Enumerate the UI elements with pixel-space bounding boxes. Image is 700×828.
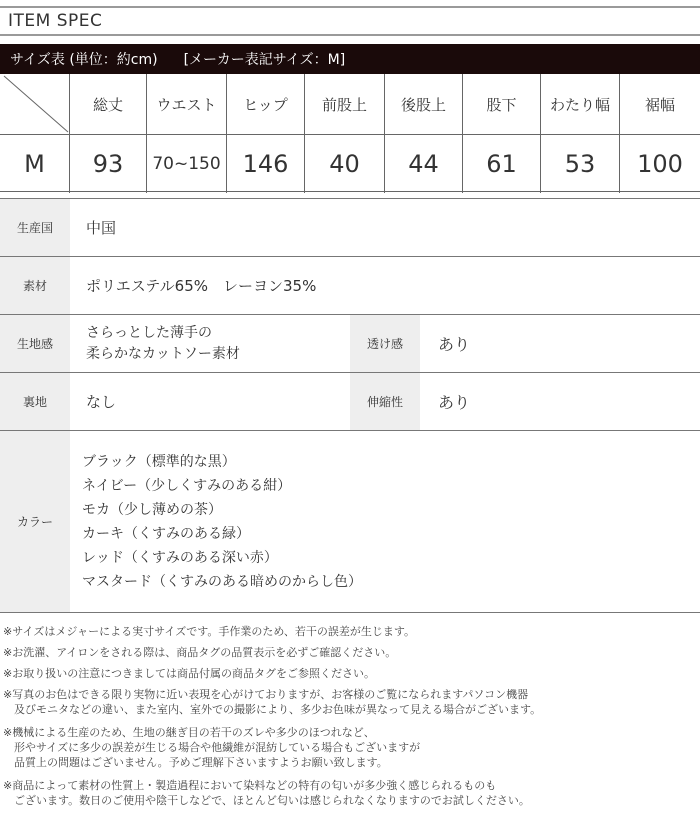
col-header-thigh-width: わたり幅: [541, 74, 620, 134]
note-machine-line-3: 品質上の問題はございません。予めご理解下さいますようお願い致します。: [3, 756, 388, 769]
color-item-navy: ネイビー（少しくすみのある紺）: [82, 477, 292, 494]
corner-cell: [0, 74, 70, 134]
spec-row-lining: [0, 373, 700, 431]
value-total-length: 93: [70, 135, 147, 193]
material-value: ポリエステル65% レーヨン35%: [86, 277, 317, 295]
size-label: M: [0, 135, 70, 193]
notes-section: [3, 624, 698, 814]
value-hem-width: 100: [637, 150, 683, 178]
stretch-value: あり: [438, 393, 471, 412]
col-header-inseam: 股下: [463, 74, 541, 134]
color-item-red: レッド（くすみのある深い赤）: [82, 549, 278, 566]
size-table-header: [0, 44, 700, 74]
note-odor: [3, 778, 698, 808]
spec-table: [0, 198, 700, 613]
spec-row-origin: [0, 199, 700, 257]
value-thigh-width: 53: [541, 135, 620, 193]
sheer-value: あり: [438, 335, 471, 354]
sheer-label: 透け感: [350, 315, 420, 372]
size-table-caption: サイズ表 (単位：約cm): [10, 52, 158, 68]
col-header-back-rise: 後股上: [385, 74, 463, 134]
note-handling: ※お取り扱いの注意につきましては商品付属の商品タグをご参照ください。: [3, 667, 375, 680]
note-photo-color: [3, 687, 698, 717]
note-odor-line-2: ございます。数日のご使用や陰干しなどで、ほとんど匂いは感じられなくなりますのでお試しください。: [3, 794, 530, 807]
value-front-rise: 40: [305, 135, 385, 193]
size-values-row: [0, 134, 700, 193]
note-photo-color-line-2: 及びモニタなどの違い、また室内、室外での撮影により、多少お色味が異なって見える場合がございます。: [3, 703, 542, 716]
origin-label: 生産国: [0, 199, 70, 256]
note-washing: ※お洗濯、アイロンをされる際は、商品タグの品質表示を必ずご確認ください。: [3, 646, 397, 659]
texture-line-2: 柔らかなカットソー素材: [86, 345, 240, 362]
page-title: ITEM SPEC: [8, 11, 103, 31]
material-label: 素材: [0, 257, 70, 314]
item-spec-title-bar: [0, 6, 700, 36]
spec-row-colors: [0, 431, 700, 613]
note-photo-color-line-1: ※写真のお色はできる限り実物に近い表現を心がけておりますが、お客様のご覧になられますパソコン機器: [3, 688, 529, 701]
col-header-hem-width: 裾幅: [644, 95, 675, 114]
stretch-label: 伸縮性: [350, 373, 420, 430]
col-header-front-rise: 前股上: [305, 74, 385, 134]
color-item-mustard: マスタード（くすみのある暗めのからし色）: [82, 573, 362, 590]
lining-label: 裏地: [0, 373, 70, 430]
diagonal-line: [0, 74, 70, 134]
texture-label: 生地感: [0, 315, 70, 372]
note-machine-line-2: 形やサイズに多少の誤差が生じる場合や他繊維が混紡している場合もございますが: [3, 741, 421, 754]
value-waist: 70~150: [147, 135, 227, 193]
lining-value: なし: [86, 393, 117, 411]
color-item-black: ブラック（標準的な黒）: [82, 453, 236, 470]
origin-value: 中国: [86, 219, 117, 237]
texture-line-1: さらっとした薄手の: [86, 324, 212, 341]
size-table: [0, 44, 700, 192]
color-item-khaki: カーキ（くすみのある緑）: [82, 525, 250, 542]
spec-row-material: [0, 257, 700, 315]
color-item-mocha: モカ（少し薄めの茶）: [82, 501, 222, 518]
size-column-headers: [0, 74, 700, 134]
maker-size-label: [メーカー表記サイズ：M]: [183, 52, 346, 68]
col-header-waist: ウエスト: [147, 74, 227, 134]
value-hip: 146: [227, 135, 305, 193]
value-back-rise: 44: [385, 135, 463, 193]
note-machine-production: [3, 725, 698, 770]
color-list: [70, 431, 362, 612]
color-label: カラー: [0, 431, 70, 612]
value-inseam: 61: [463, 135, 541, 193]
texture-value: [70, 315, 350, 372]
size-grid: [0, 74, 700, 192]
spec-row-texture: [0, 315, 700, 373]
note-machine-line-1: ※機械による生産のため、生地の継ぎ目の若干のズレや多少のほつれなど、: [3, 726, 375, 739]
col-header-hip: ヒップ: [227, 74, 305, 134]
note-odor-line-1: ※商品によって素材の性質上・製造過程において染料などの特有の匂いが多少強く感じられるものも: [3, 779, 497, 792]
col-header-total-length: 総丈: [70, 74, 147, 134]
note-measurement: ※サイズはメジャーによる実寸サイズです。手作業のため、若干の誤差が生じます。: [3, 625, 416, 638]
